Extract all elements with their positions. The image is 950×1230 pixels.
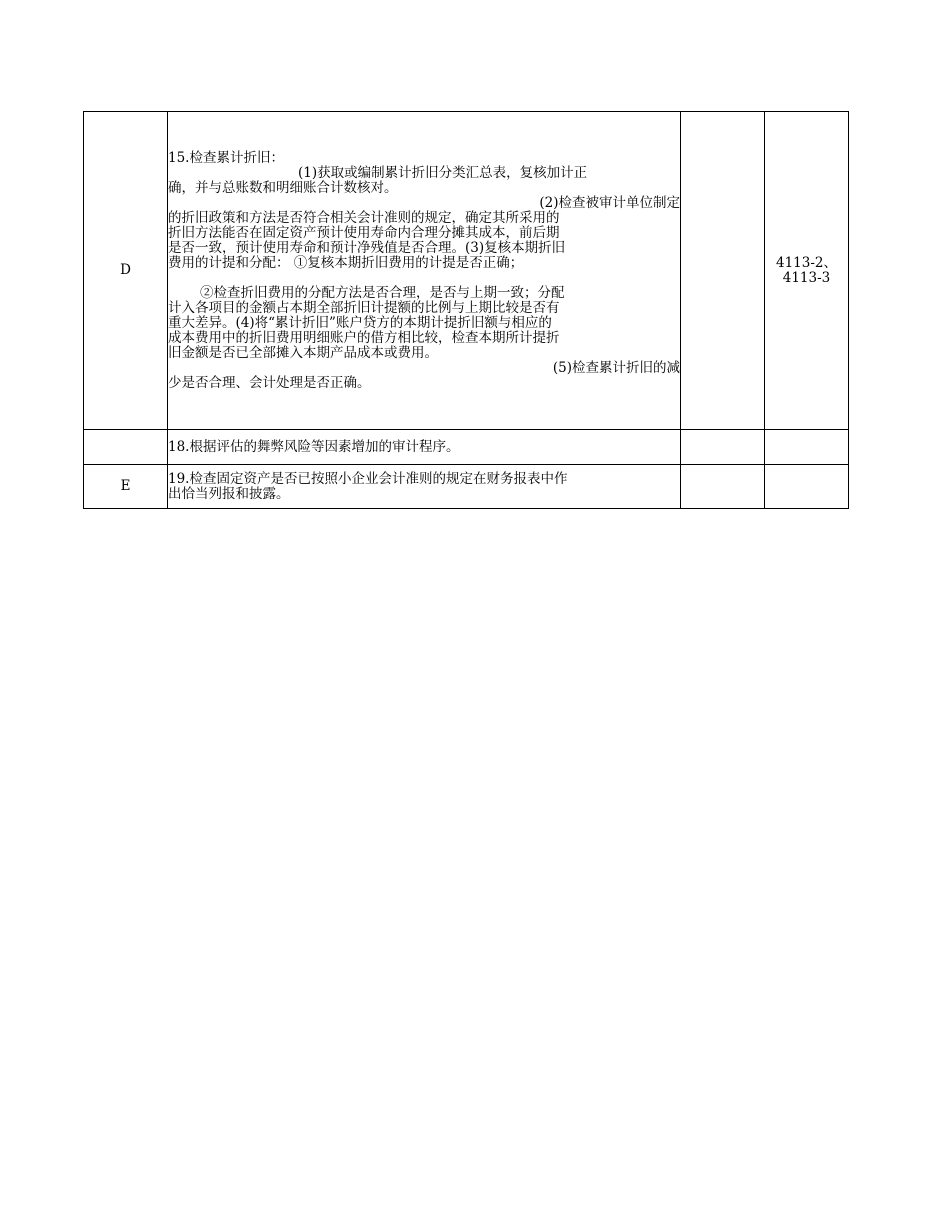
procedure-text: 19.检查固定资产是否已按照小企业会计准则的规定在财务报表中作 bbox=[168, 470, 568, 487]
executed-by-cell bbox=[681, 112, 765, 430]
assertion-code-cell: D bbox=[84, 112, 168, 430]
index-reference-cell: 4113-2、4113-3 bbox=[765, 112, 849, 430]
procedure-text: (5)检查累计折旧的减 bbox=[552, 359, 680, 376]
assertion-code-cell bbox=[84, 430, 168, 465]
procedure-text: 重大差异。(4)将“累计折旧”账户贷方的本期计提折旧额与相应的 bbox=[168, 314, 552, 331]
procedure-text: (2)检查被审计单位制定 bbox=[539, 194, 680, 211]
index-reference-cell bbox=[765, 465, 849, 509]
procedure-text: 费用的计提和分配： ①复核本期折旧费用的计提是否正确； bbox=[168, 254, 524, 271]
procedure-text: 旧金额是否已全部摊入本期产品成本或费用。 bbox=[168, 344, 438, 361]
assertion-code-cell: E bbox=[84, 465, 168, 509]
index-reference-cell bbox=[765, 430, 849, 465]
procedure-cell: 18.根据评估的舞弊风险等因素增加的审计程序。 bbox=[168, 430, 681, 465]
procedure-text: 折旧方法能否在固定资产预计使用寿命内合理分摊其成本，前后期 bbox=[168, 224, 560, 241]
procedure-cell bbox=[168, 112, 681, 430]
procedure-text: 成本费用中的折旧费用明细账户的借方相比较，检查本期所计提折 bbox=[168, 329, 560, 346]
table-row bbox=[84, 465, 849, 509]
procedure-text: 是否一致，预计使用寿命和预计净残值是否合理。(3)复核本期折旧 bbox=[168, 239, 566, 256]
procedure-heading: 15.检查累计折旧： bbox=[168, 149, 284, 166]
procedure-text: 的折旧政策和方法是否符合相关会计准则的规定，确定其所采用的 bbox=[168, 209, 560, 226]
audit-procedures-table bbox=[83, 111, 849, 509]
procedure-text: 出恰当列报和披露。 bbox=[168, 485, 290, 502]
table-row bbox=[84, 430, 849, 465]
procedure-text: 计入各项目的金额占本期全部折旧计提额的比例与上期比较是否有 bbox=[168, 299, 560, 316]
procedure-text: ②检查折旧费用的分配方法是否合理，是否与上期一致；分配 bbox=[200, 284, 565, 301]
procedure-text: (1)获取或编制累计折旧分类汇总表，复核加计正 bbox=[298, 164, 588, 181]
procedure-text: 少是否合理、会计处理是否正确。 bbox=[168, 374, 371, 391]
executed-by-cell bbox=[681, 465, 765, 509]
procedure-cell bbox=[168, 465, 681, 509]
executed-by-cell bbox=[681, 430, 765, 465]
blank-line bbox=[168, 271, 680, 286]
table-row bbox=[84, 112, 849, 430]
procedure-text: 确，并与总账数和明细账合计数核对。 bbox=[168, 179, 398, 196]
